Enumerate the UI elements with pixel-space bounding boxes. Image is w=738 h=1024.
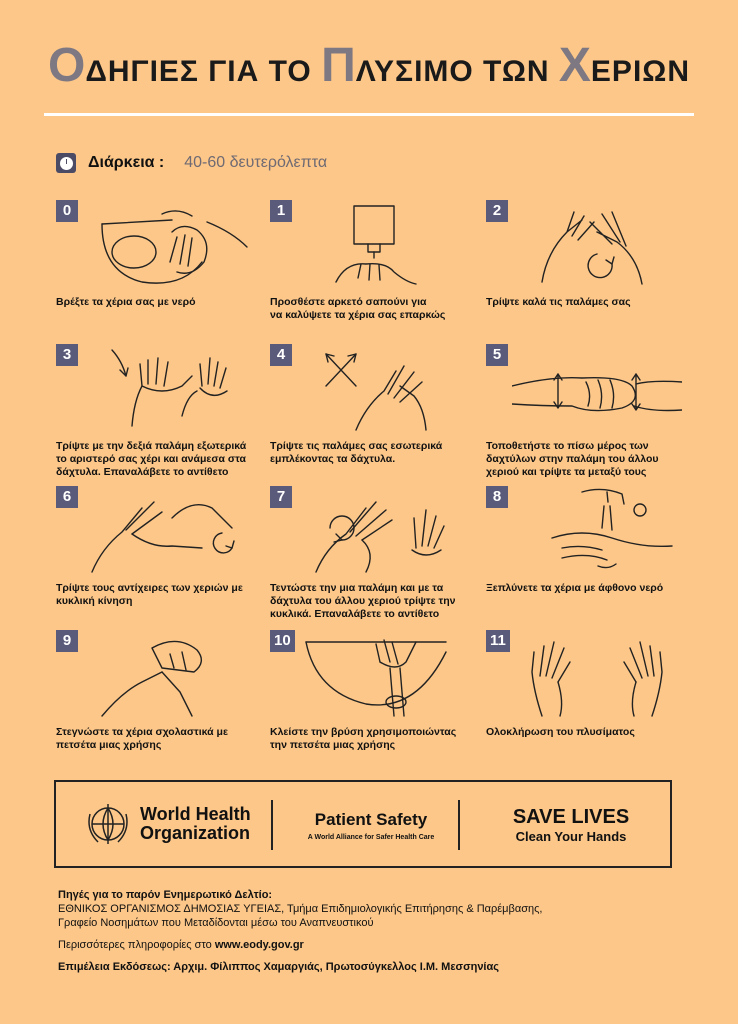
turn-off-tap-illustration xyxy=(296,632,466,718)
duration-row xyxy=(56,150,327,176)
step-caption xyxy=(486,296,696,309)
caption-line: Τρίψτε με την δεξιά παλάμη εξωτερικά xyxy=(56,440,247,452)
caption-line: Ξεπλύνετε τα χέρια με άφθονο νερό xyxy=(486,582,664,594)
step-caption xyxy=(270,296,480,322)
step-number: 6 xyxy=(56,486,78,508)
caption-line: πετσέτα μιας χρήσης xyxy=(56,739,162,751)
caption-line: την πετσέτα μιας χρήσης xyxy=(270,739,396,751)
who-logo-block xyxy=(84,800,251,848)
save-lives-block xyxy=(506,806,636,844)
step-number: 1 xyxy=(270,200,292,222)
rub-fingertips-illustration xyxy=(296,488,466,574)
step-caption xyxy=(270,440,480,466)
title-part: ΕΡΙΩΝ xyxy=(590,55,690,88)
step-number: 8 xyxy=(486,486,508,508)
knuckles-in-palm-illustration xyxy=(512,346,682,432)
step-caption xyxy=(56,296,266,309)
clock-icon xyxy=(56,153,76,173)
step-caption xyxy=(56,582,266,608)
caption-line: Τεντώστε την μια παλάμη και με τα xyxy=(270,582,444,594)
title-part: Χ xyxy=(558,39,591,92)
step-2 xyxy=(486,200,686,340)
interlace-fingers-illustration xyxy=(296,346,466,432)
rub-back-of-hand-illustration xyxy=(82,346,252,432)
step-3 xyxy=(56,344,256,484)
footer xyxy=(58,888,542,974)
duration-value: 40-60 δευτερόλεπτα xyxy=(184,154,328,171)
step-caption xyxy=(270,726,480,752)
step-number: 7 xyxy=(270,486,292,508)
patient-safety-subtitle: A World Alliance for Safer Health Care xyxy=(307,834,435,841)
step-number: 0 xyxy=(56,200,78,222)
step-caption xyxy=(486,440,696,479)
save-lives-sub-part: Clean xyxy=(515,829,555,844)
more-info-link[interactable]: www.eody.gov.gr xyxy=(214,939,304,951)
caption-line: Κλείστε την βρύση χρησιμοποιώντας xyxy=(270,726,457,738)
step-8 xyxy=(486,486,686,626)
soap-dispenser-illustration xyxy=(296,202,466,288)
who-emblem-icon xyxy=(84,800,132,848)
partners-banner xyxy=(54,780,672,868)
title-part: ΛΥΣΙΜΟ ΤΩΝ xyxy=(355,55,559,88)
rub-thumbs-illustration xyxy=(82,488,252,574)
step-1 xyxy=(270,200,470,340)
patient-safety-block xyxy=(296,810,446,841)
step-number: 2 xyxy=(486,200,508,222)
caption-line: δάχτυλα του άλλου χεριού τρίψτε την xyxy=(270,595,456,607)
save-lives-sub-part: Hands xyxy=(583,829,627,844)
save-lives-title: SAVE LIVES xyxy=(512,806,630,828)
source-label: Πηγές για το παρόν Ενημερωτικό Δελτίο: xyxy=(58,889,273,901)
caption-line: Στεγνώστε τα χέρια σχολαστικά με xyxy=(56,726,228,738)
step-9 xyxy=(56,630,256,770)
caption-line: να καλύψετε τα χέρια σας επαρκώς xyxy=(270,309,446,321)
step-caption xyxy=(486,582,696,595)
title-part: Π xyxy=(321,39,356,92)
save-lives-subtitle xyxy=(506,829,636,844)
caption-line: Προσθέστε αρκετό σαπούνι για xyxy=(270,296,427,308)
step-caption xyxy=(270,582,480,621)
who-name-line: World Health xyxy=(140,804,251,824)
caption-line: δαχτύλων στην παλάμη του άλλου xyxy=(486,453,659,465)
caption-line: κυκλική κίνηση xyxy=(56,595,133,607)
caption-line: εμπλέκοντας τα δάχτυλα. xyxy=(270,453,396,465)
save-lives-sub-part: Your xyxy=(554,829,584,844)
step-5 xyxy=(486,344,686,484)
title-part: ΔΗΓΙΕΣ ΓΙΑ ΤΟ xyxy=(85,55,322,88)
caption-line: Τρίψτε καλά τις παλάμες σας xyxy=(486,296,631,308)
step-number: 3 xyxy=(56,344,78,366)
caption-line: Βρέξτε τα χέρια σας με νερό xyxy=(56,296,196,308)
patient-safety-title: Patient Safety xyxy=(314,810,428,829)
step-6 xyxy=(56,486,256,626)
more-info-prefix: Περισσότερες πληροφορίες στο xyxy=(58,939,215,951)
caption-line: χεριού και τρίψτε τα μεταξύ τους xyxy=(486,466,647,478)
step-caption xyxy=(486,726,696,739)
step-number: 4 xyxy=(270,344,292,366)
who-name-line: Organization xyxy=(140,823,251,843)
more-info xyxy=(58,938,542,952)
step-number: 9 xyxy=(56,630,78,652)
step-number: 11 xyxy=(486,630,510,652)
dry-hands-towel-illustration xyxy=(82,632,252,718)
step-7 xyxy=(270,486,470,626)
source-line: ΕΘΝΙΚΟΣ ΟΡΓΑΝΙΣΜΟΣ ΔΗΜΟΣΙΑΣ ΥΓΕΙΑΣ, Τμήμα Επιδημιολογικής Επιτήρησης & Παρέμβασης, xyxy=(58,903,543,915)
editor-credit: Επιμέλεια Εκδόσεως: Αρχιμ. Φίλιππος Χαμαργιάς, Πρωτοσύγκελλος Ι.Μ. Μεσσηνίας xyxy=(58,961,499,973)
who-name xyxy=(140,805,251,843)
step-10 xyxy=(270,630,470,770)
title-divider xyxy=(44,113,694,116)
source-line: Γραφείο Νοσημάτων που Μεταδίδονται μέσω του Αναπνευστικού xyxy=(58,917,374,929)
clean-hands-illustration xyxy=(512,632,682,718)
wet-hands-illustration xyxy=(82,202,252,288)
caption-line: κυκλικά. Επαναλάβετε το αντίθετο xyxy=(270,608,440,620)
step-4 xyxy=(270,344,470,484)
rinse-hands-illustration xyxy=(512,488,682,574)
rub-palms-illustration xyxy=(512,202,682,288)
caption-line: Τοποθετήστε το πίσω μέρος των xyxy=(486,440,649,452)
title-part: Ο xyxy=(47,39,86,92)
banner-divider xyxy=(458,800,460,850)
step-caption xyxy=(56,440,266,479)
duration-label: Διάρκεια : xyxy=(88,154,165,171)
step-number: 10 xyxy=(270,630,295,652)
step-number: 5 xyxy=(486,344,508,366)
caption-line: Τρίψτε τις παλάμες σας εσωτερικά xyxy=(270,440,443,452)
step-11 xyxy=(486,630,686,770)
caption-line: Τρίψτε τους αντίχειρες των χεριών με xyxy=(56,582,243,594)
page-title xyxy=(0,38,738,93)
banner-divider xyxy=(271,800,273,850)
step-caption xyxy=(56,726,266,752)
caption-line: Ολοκλήρωση του πλυσίματος xyxy=(486,726,635,738)
caption-line: δάχτυλα. Επαναλάβετε το αντίθετο xyxy=(56,466,229,478)
step-0 xyxy=(56,200,256,340)
caption-line: το αριστερό σας χέρι και ανάμεσα στα xyxy=(56,453,246,465)
